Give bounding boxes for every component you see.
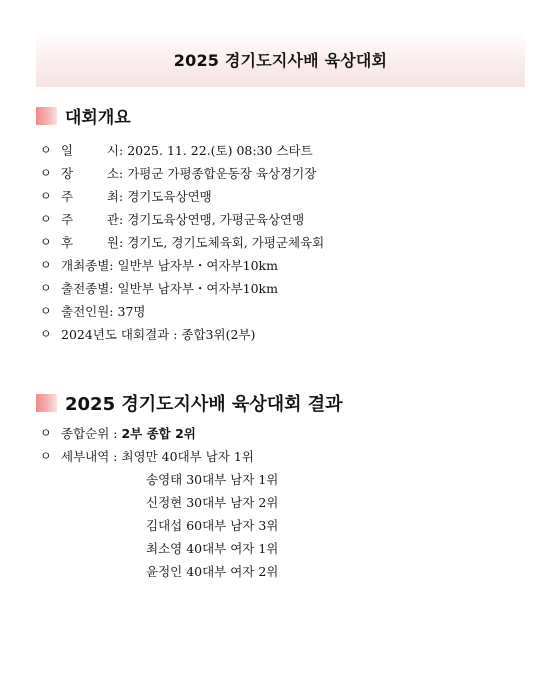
bullet-icon: ㅇ bbox=[40, 281, 52, 295]
bullet-icon: ㅇ bbox=[40, 449, 52, 463]
detail-entries bbox=[146, 468, 278, 583]
bullet-icon: ㅇ bbox=[40, 212, 52, 226]
item-label: 주 최 bbox=[61, 189, 119, 204]
item-sep: : bbox=[119, 166, 124, 181]
overview-list bbox=[40, 139, 324, 346]
detail-entry: 최영만 40대부 남자 1위 bbox=[121, 449, 254, 464]
item-value: 가평군 가평종합운동장 육상경기장 bbox=[123, 166, 317, 181]
item-label: 장 소 bbox=[61, 166, 119, 181]
section-overview-header bbox=[36, 103, 131, 128]
title-banner bbox=[36, 31, 525, 87]
bullet-icon: ㅇ bbox=[40, 426, 52, 440]
item-sep: : bbox=[119, 235, 124, 250]
list-item bbox=[40, 139, 324, 162]
item-label: 출전종별: bbox=[61, 281, 114, 296]
item-label: 2024년도 대회결과 : bbox=[61, 327, 178, 342]
bullet-icon: ㅇ bbox=[40, 189, 52, 203]
rank-label: 종합순위 : bbox=[61, 426, 122, 441]
bullet-icon: ㅇ bbox=[40, 143, 52, 157]
section-title-overview: 대회개요 bbox=[65, 108, 131, 128]
list-item bbox=[40, 254, 324, 277]
item-label: 주 관 bbox=[61, 212, 119, 227]
item-value: 종합3위(2부) bbox=[177, 327, 256, 342]
item-value: 경기도육상연맹 bbox=[123, 189, 212, 204]
item-value: 경기도육상연맹, 가평군육상연맹 bbox=[123, 212, 305, 227]
list-item bbox=[40, 162, 324, 185]
bullet-icon: ㅇ bbox=[40, 327, 52, 341]
item-value: 37명 bbox=[113, 304, 146, 319]
detail-entry: 송영태 30대부 남자 1위 bbox=[146, 472, 279, 487]
rank-value: 2부 종합 2위 bbox=[121, 426, 196, 441]
item-sep: : bbox=[119, 212, 124, 227]
list-item bbox=[40, 185, 324, 208]
bullet-icon: ㅇ bbox=[40, 235, 52, 249]
item-value: 경기도, 경기도체육회, 가평군체육회 bbox=[123, 235, 325, 250]
item-label: 후 원 bbox=[61, 235, 119, 250]
item-sep: : bbox=[119, 189, 124, 204]
list-item bbox=[40, 231, 324, 254]
item-value: 일반부 남자부・여자부10km bbox=[113, 258, 278, 273]
item-label: 일 시 bbox=[61, 143, 119, 158]
list-item bbox=[40, 445, 254, 468]
detail-entry: 윤정인 40대부 여자 2위 bbox=[146, 564, 279, 579]
section-title-results: 2025 경기도지사배 육상대회 결과 bbox=[65, 394, 343, 415]
item-label: 출전인원: bbox=[61, 304, 114, 319]
bullet-icon: ㅇ bbox=[40, 304, 52, 318]
list-item bbox=[40, 300, 324, 323]
detail-entry: 최소영 40대부 여자 1위 bbox=[146, 541, 279, 556]
section-results-header bbox=[36, 390, 343, 416]
detail-entry: 김대섭 60대부 남자 3위 bbox=[146, 518, 279, 533]
page-title: 2025 경기도지사배 육상대회 bbox=[173, 50, 388, 70]
item-value: 2025. 11. 22.(토) 08:30 스타트 bbox=[123, 143, 313, 158]
detail-entry: 신정현 30대부 남자 2위 bbox=[146, 495, 279, 510]
item-label: 개최종별: bbox=[61, 258, 114, 273]
bullet-icon: ㅇ bbox=[40, 258, 52, 272]
list-item bbox=[40, 422, 254, 445]
bullet-icon: ㅇ bbox=[40, 166, 52, 180]
section-marker-icon bbox=[36, 107, 57, 125]
item-value: 일반부 남자부・여자부10km bbox=[113, 281, 278, 296]
list-item bbox=[40, 323, 324, 346]
list-item bbox=[40, 277, 324, 300]
item-sep: : bbox=[119, 143, 124, 158]
detail-label: 세부내역 : bbox=[61, 449, 122, 464]
list-item bbox=[40, 208, 324, 231]
section-marker-icon bbox=[36, 394, 57, 412]
results-list bbox=[40, 422, 254, 468]
